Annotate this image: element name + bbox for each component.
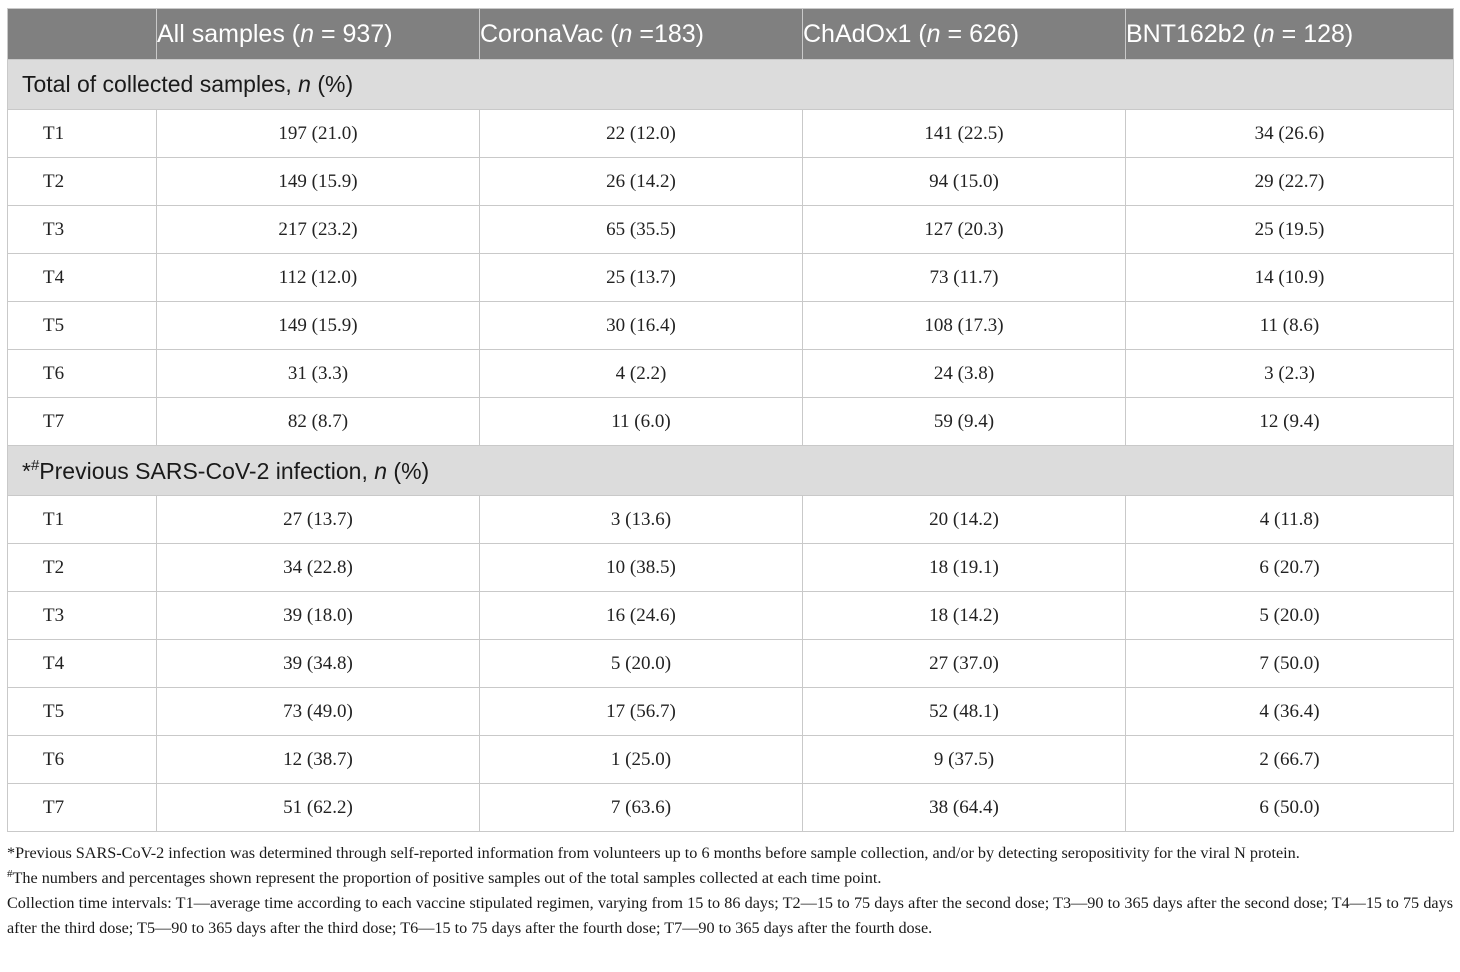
cell-bnt162b2: 4 (11.8) <box>1126 496 1454 544</box>
cell-coronavac: 25 (13.7) <box>480 254 803 302</box>
cell-coronavac: 65 (35.5) <box>480 206 803 254</box>
row-label: T2 <box>8 544 157 592</box>
cell-bnt162b2: 29 (22.7) <box>1126 158 1454 206</box>
cell-chadox1: 94 (15.0) <box>803 158 1126 206</box>
cell-bnt162b2: 14 (10.9) <box>1126 254 1454 302</box>
cell-chadox1: 24 (3.8) <box>803 350 1126 398</box>
cell-all-samples: 112 (12.0) <box>157 254 480 302</box>
row-label: T1 <box>8 110 157 158</box>
cell-all-samples: 197 (21.0) <box>157 110 480 158</box>
results-table <box>7 8 1454 832</box>
cell-chadox1: 73 (11.7) <box>803 254 1126 302</box>
cell-coronavac: 5 (20.0) <box>480 640 803 688</box>
table-container <box>7 8 1453 941</box>
row-label: T6 <box>8 350 157 398</box>
cell-chadox1: 59 (9.4) <box>803 398 1126 446</box>
cell-chadox1: 52 (48.1) <box>803 688 1126 736</box>
cell-all-samples: 149 (15.9) <box>157 302 480 350</box>
header-bnt162b2: BNT162b2 (n = 128) <box>1126 9 1454 60</box>
footnote-mark: # <box>7 868 13 880</box>
cell-coronavac: 17 (56.7) <box>480 688 803 736</box>
row-label: T4 <box>8 254 157 302</box>
cell-coronavac: 22 (12.0) <box>480 110 803 158</box>
table-row <box>8 592 1454 640</box>
cell-all-samples: 51 (62.2) <box>157 784 480 832</box>
section-title: *#Previous SARS-CoV-2 infection, n (%) <box>8 446 1454 496</box>
cell-coronavac: 4 (2.2) <box>480 350 803 398</box>
cell-bnt162b2: 5 (20.0) <box>1126 592 1454 640</box>
cell-all-samples: 31 (3.3) <box>157 350 480 398</box>
cell-bnt162b2: 6 (50.0) <box>1126 784 1454 832</box>
table-row <box>8 398 1454 446</box>
row-label: T6 <box>8 736 157 784</box>
table-row <box>8 110 1454 158</box>
table-row <box>8 350 1454 398</box>
table-row <box>8 784 1454 832</box>
row-label: T4 <box>8 640 157 688</box>
cell-coronavac: 30 (16.4) <box>480 302 803 350</box>
cell-bnt162b2: 4 (36.4) <box>1126 688 1454 736</box>
cell-bnt162b2: 12 (9.4) <box>1126 398 1454 446</box>
table-row <box>8 496 1454 544</box>
table-row <box>8 544 1454 592</box>
cell-coronavac: 3 (13.6) <box>480 496 803 544</box>
cell-chadox1: 141 (22.5) <box>803 110 1126 158</box>
footnote-collection-intervals: Collection time intervals: T1—average time according to each vaccine stipulated regimen, varying from 15 to 86 days; T2—15 to 75 days after the second dose; T3—90 to 365 days after the second dose; T4—15 to 75 days after the third dose; T5—90 to 365 days after the third dose; T6—15 to 75 days after the fourth dose; T7—90 to 365 days after the fourth dose. <box>7 894 1453 937</box>
cell-coronavac: 10 (38.5) <box>480 544 803 592</box>
cell-coronavac: 1 (25.0) <box>480 736 803 784</box>
header-empty <box>8 9 157 60</box>
cell-chadox1: 38 (64.4) <box>803 784 1126 832</box>
row-label: T1 <box>8 496 157 544</box>
cell-bnt162b2: 34 (26.6) <box>1126 110 1454 158</box>
cell-coronavac: 11 (6.0) <box>480 398 803 446</box>
table-row <box>8 736 1454 784</box>
cell-chadox1: 108 (17.3) <box>803 302 1126 350</box>
table-row <box>8 206 1454 254</box>
footnote-mark: # <box>30 456 40 474</box>
header-all-samples: All samples (n = 937) <box>157 9 480 60</box>
table-row <box>8 302 1454 350</box>
cell-all-samples: 73 (49.0) <box>157 688 480 736</box>
footnotes <box>7 841 1453 941</box>
cell-all-samples: 34 (22.8) <box>157 544 480 592</box>
row-label: T3 <box>8 592 157 640</box>
header-row <box>8 9 1454 60</box>
cell-all-samples: 149 (15.9) <box>157 158 480 206</box>
cell-chadox1: 127 (20.3) <box>803 206 1126 254</box>
table-row <box>8 158 1454 206</box>
table-row <box>8 640 1454 688</box>
cell-all-samples: 217 (23.2) <box>157 206 480 254</box>
row-label: T3 <box>8 206 157 254</box>
row-label: T5 <box>8 302 157 350</box>
cell-chadox1: 9 (37.5) <box>803 736 1126 784</box>
cell-bnt162b2: 6 (20.7) <box>1126 544 1454 592</box>
section-previous-infection <box>8 446 1454 496</box>
row-label: T7 <box>8 398 157 446</box>
cell-chadox1: 20 (14.2) <box>803 496 1126 544</box>
cell-bnt162b2: 25 (19.5) <box>1126 206 1454 254</box>
footnote-infection-definition: *Previous SARS-CoV-2 infection was determined through self-reported information from volunteers up to 6 months before sample collection, and/or by detecting seropositivity for the viral N protein. <box>7 844 1300 862</box>
cell-all-samples: 12 (38.7) <box>157 736 480 784</box>
cell-bnt162b2: 2 (66.7) <box>1126 736 1454 784</box>
header-chadox1: ChAdOx1 (n = 626) <box>803 9 1126 60</box>
row-label: T5 <box>8 688 157 736</box>
row-label: T7 <box>8 784 157 832</box>
cell-all-samples: 39 (34.8) <box>157 640 480 688</box>
section-total-collected <box>8 60 1454 110</box>
cell-bnt162b2: 3 (2.3) <box>1126 350 1454 398</box>
header-coronavac: CoronaVac (n =183) <box>480 9 803 60</box>
row-label: T2 <box>8 158 157 206</box>
cell-all-samples: 27 (13.7) <box>157 496 480 544</box>
cell-all-samples: 39 (18.0) <box>157 592 480 640</box>
cell-chadox1: 18 (19.1) <box>803 544 1126 592</box>
cell-bnt162b2: 7 (50.0) <box>1126 640 1454 688</box>
table-row <box>8 254 1454 302</box>
cell-chadox1: 27 (37.0) <box>803 640 1126 688</box>
cell-coronavac: 16 (24.6) <box>480 592 803 640</box>
section-title: Total of collected samples, n (%) <box>8 60 1454 110</box>
cell-bnt162b2: 11 (8.6) <box>1126 302 1454 350</box>
cell-all-samples: 82 (8.7) <box>157 398 480 446</box>
cell-coronavac: 7 (63.6) <box>480 784 803 832</box>
cell-coronavac: 26 (14.2) <box>480 158 803 206</box>
footnote-positive-proportion: #The numbers and percentages shown represent the proportion of positive samples out of the total samples collected at each time point. <box>7 868 882 887</box>
cell-chadox1: 18 (14.2) <box>803 592 1126 640</box>
table-row <box>8 688 1454 736</box>
